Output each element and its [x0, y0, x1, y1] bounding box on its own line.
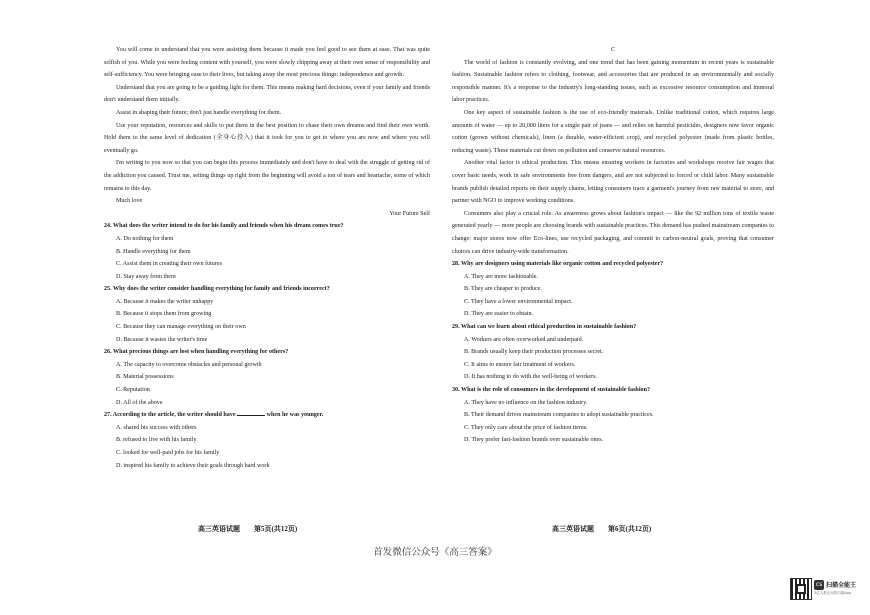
right-column	[452, 44, 774, 447]
question-stem: 26. What precious things are lost when handling everything for others?	[104, 349, 289, 356]
qr-code-icon	[790, 578, 812, 600]
option: C. They have a lower environmental impact.	[464, 298, 573, 305]
option: D. It has nothing to do with the well-being of workers.	[464, 374, 598, 381]
option: A. They are more fashionable.	[464, 273, 538, 280]
option: C. Because they can manage everything on their own	[116, 324, 246, 331]
option: C. They only care about the price of fashion items.	[464, 424, 588, 431]
paragraph: I'm writing to you now so that you can begin this process immediately and don't have to deal with the struggle of getting rid of the addiction you caused. Trust me, setting things up right from the beginning will avoid a ton of tears and heartache, some of which remains to this day.	[104, 160, 430, 192]
option: B. Brands usually keep their production processes secret.	[464, 349, 604, 356]
option: B. They are cheaper to produce.	[464, 286, 542, 293]
option: C. Assist them in creating their own futures	[116, 261, 222, 268]
paragraph: Use your reputation, resources and skills to put them in the best position to chase their own dreams and find their own worth. Hold them to the same level of dedication (全身心投入) that it took for you to get to where you are now and where you will eventually go.	[104, 122, 430, 154]
option: B. Their demand drives mainstream companies to adopt sustainable practices.	[464, 412, 654, 419]
page-footer-left	[198, 524, 297, 534]
page-footer-right	[552, 524, 651, 534]
option: A. Workers are often overworked and underpaid.	[464, 336, 584, 343]
option: B. Material possessions	[116, 374, 174, 381]
option: A. The capacity to overcome obstacles and personal growth	[116, 361, 262, 368]
signature: Your Future Self	[389, 210, 430, 217]
option: C. It aims to ensure fair treatment of workers.	[464, 361, 576, 368]
paragraph: Assist in shaping their future; don't just handle everything for them.	[116, 109, 282, 116]
option: D. Stay away from them	[116, 273, 176, 280]
question-stem: 30. What is the role of consumers in the development of sustainable fashion?	[452, 387, 650, 394]
scanner-subtitle: 3亿人都在用的扫描App	[814, 591, 852, 595]
scanner-watermark	[790, 578, 868, 600]
left-column	[104, 44, 430, 472]
paragraph: The world of fashion is constantly evolving, and one trend that has been gaining momentum in recent years is sustainable fashion. Sustainable fashion refers to clothing, footwear, and accessories that are produced in an environmentally and socially responsible manner. It's a response to the industry's long-standing issues, such as excessive resource consumption and immoral labor practices.	[452, 59, 774, 104]
question-stem-before: 27. According to the article, the writer should have	[104, 412, 236, 419]
footer-page-number: 第6页(共12页)	[608, 525, 652, 533]
passage-label: C	[610, 47, 616, 53]
footer-page-number: 第5页(共12页)	[254, 525, 298, 533]
question-stem: 28. Why are designers using materials like organic cotton and recycled polyester?	[452, 261, 664, 268]
option: A. Because it makes the writer unhappy	[116, 298, 214, 305]
paragraph: Consumers also play a crucial role. As awareness grows about fashion's impact — like the 92 million tons of textile waste generated yearly — more people are choosing brands with sustainable practices. This demand has pushed mainstream companies to change: major stores now offer Eco-lines, use recycled packaging, and commit to carbon-neutral goals, proving that consumer choices can drive industry-wide transformation.	[452, 210, 774, 255]
question-stem: 29. What can we learn about ethical production in sustainable fashion?	[452, 324, 637, 331]
paragraph: You will come to understand that you were assisting them because it made you feel good to see them at ease. That was quite selfish of you. While you were feeling content with yourself, you were slowly chipping away at their own sense of responsibility and self-sufficiency. You were bringing ease to their lives, but taking away the most precious things: independence and growth.	[104, 47, 430, 79]
option: D. They prefer fast-fashion brands over sustainable ones.	[464, 437, 604, 444]
question-stem	[104, 409, 430, 422]
option: D. inspired his family to achieve their goals through hard work	[116, 462, 270, 469]
question-stem-after: when he was younger.	[266, 412, 324, 419]
option: C. Reputation	[116, 387, 150, 394]
option: B. Handle everything for them	[116, 248, 191, 255]
question-stem: 25. Why does the writer consider handling everything for family and friends incorrect?	[104, 286, 330, 293]
option: A. They have no influence on the fashion industry.	[464, 399, 588, 406]
option: B. refused to live with his family	[116, 437, 197, 444]
paragraph: One key aspect of sustainable fashion is the use of eco-friendly materials. Unlike traditional cotton, which requires large amounts of water — up to 20,000 liters for a single pair of jeans — and relies on harmful pesticides, designers now favor organic cotton (grown without chemicals), linen (a durable, water-efficient crop), and recycled polyester (made from plastic bottles, reducing waste). These materials cut down on pollution and conserve natural resources.	[452, 109, 774, 154]
option: D. They are easier to obtain.	[464, 311, 534, 318]
answer-blank	[237, 410, 265, 416]
bottom-caption: 首发微信公众号《高三答案》	[373, 548, 497, 558]
option: D. Because it wastes the writer's time	[116, 336, 208, 343]
option: A. Do nothing for them	[116, 235, 174, 242]
option: C. looked for well-paid jobs for his family	[116, 450, 220, 456]
paragraph: Understand that you are going to be a guiding light for them. This means making hard decisions, even if your family and friends don't understand them initially.	[104, 84, 430, 104]
question-stem: 24. What does the writer intend to do for his family and friends when his dream comes true?	[104, 223, 344, 230]
option: A. shared his success with others	[116, 424, 197, 431]
option: B. Because it stops them from growing	[116, 311, 212, 318]
paragraph: Much love	[116, 198, 143, 205]
option: D. All of the above	[116, 399, 163, 406]
footer-title: 高三英语试题	[552, 525, 594, 533]
footer-title: 高三英语试题	[198, 525, 240, 533]
paragraph: Another vital factor is ethical production. This means ensuring workers in factories and workshops receive fair wages that cover basic needs, work in safe environments free from dangers, and are not subjected to forced or child labor. Many sustainable brands publish detailed reports on their supply chains, letting consumers trace a garment's journey from raw material to store, and partner with NGO to improve working conditions.	[452, 160, 774, 205]
scanner-logo-icon: cs	[815, 581, 823, 588]
scanner-app-name: 扫描全能王	[826, 582, 857, 589]
